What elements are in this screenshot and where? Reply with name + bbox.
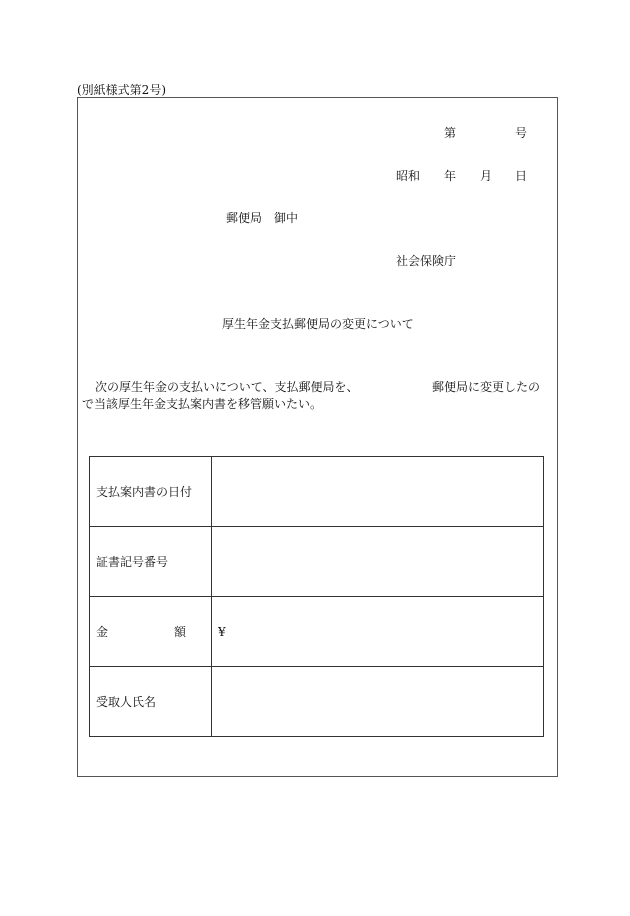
date-year: 年 <box>444 169 457 183</box>
body-line1-b: 郵便局に変更したの <box>432 380 541 394</box>
payment-notice-date-field[interactable] <box>212 457 544 527</box>
number-prefix: 第 <box>444 126 457 140</box>
row-label-amount <box>90 597 212 667</box>
details-table <box>89 456 544 737</box>
date-month: 月 <box>480 169 493 183</box>
row-label: 証書記号番号 <box>90 527 212 597</box>
date-day: 日 <box>515 169 528 183</box>
table-row <box>90 667 544 737</box>
date-era: 昭和 <box>396 169 421 183</box>
recipient-name-field[interactable] <box>212 667 544 737</box>
row-label: 受取人氏名 <box>90 667 212 737</box>
certificate-number-field[interactable] <box>212 527 544 597</box>
body-line2: で当該厚生年金支払案内書を移管願いたい。 <box>82 397 323 411</box>
body-line1-a: 次の厚生年金の支払いについて、支払郵便局を、 <box>95 380 359 394</box>
addressee: 郵便局 御中 <box>226 211 299 225</box>
table-row <box>90 597 544 667</box>
table-row <box>90 457 544 527</box>
number-suffix: 号 <box>515 126 528 140</box>
amount-field[interactable]: ¥ <box>212 597 544 667</box>
label-amount-a: 金 <box>96 625 109 639</box>
row-label: 支払案内書の日付 <box>90 457 212 527</box>
form-label: (別紙様式第2号) <box>77 83 166 97</box>
label-amount-b: 額 <box>173 625 186 639</box>
sender: 社会保険庁 <box>396 254 457 268</box>
table-row <box>90 527 544 597</box>
document-title: 厚生年金支払郵便局の変更について <box>222 317 414 331</box>
